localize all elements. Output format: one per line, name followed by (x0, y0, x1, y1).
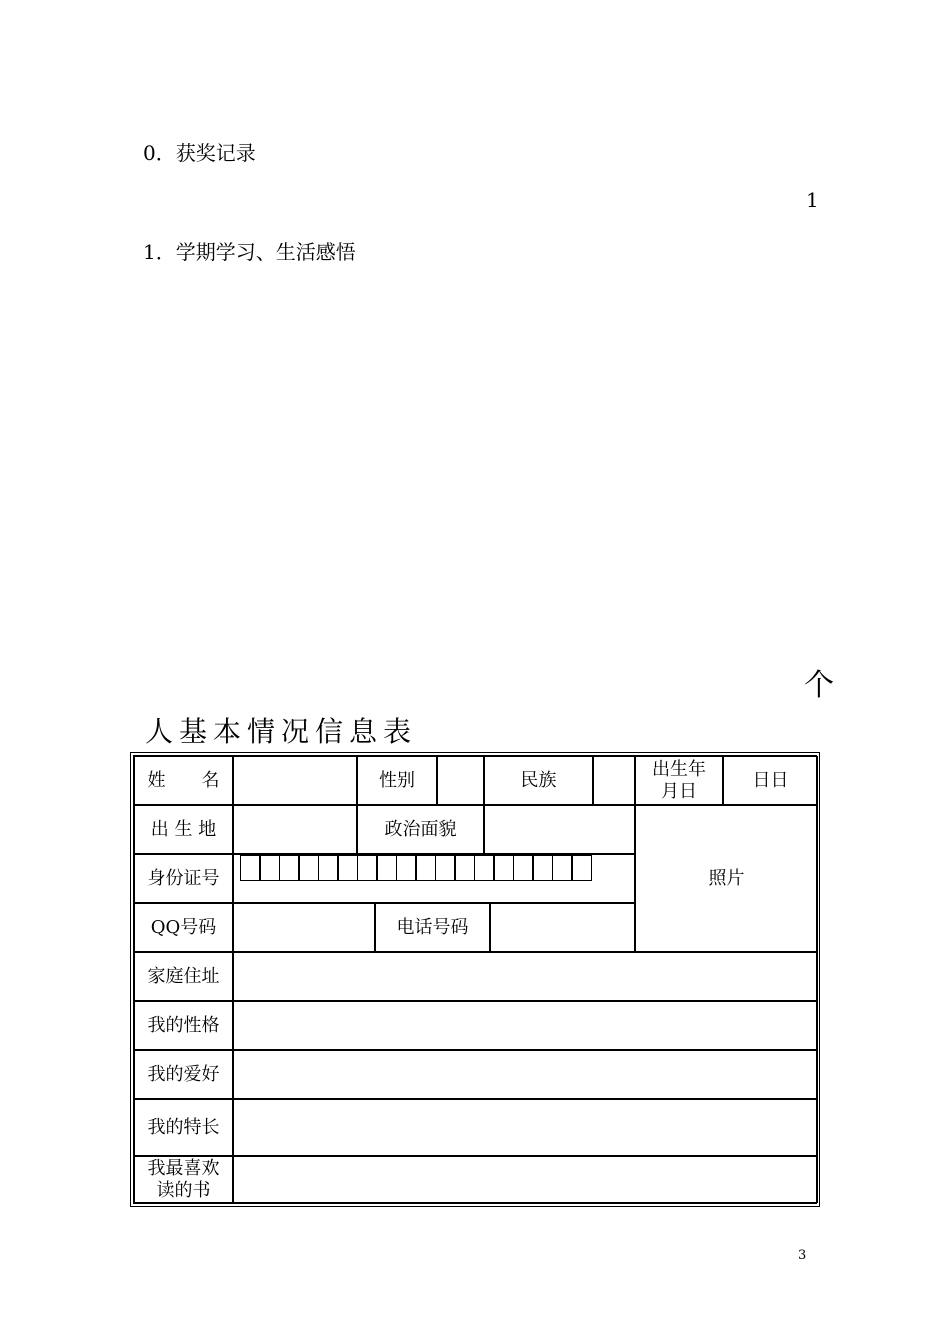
id-digit-box[interactable] (377, 855, 397, 881)
section-awards: 0．获奖记录 (143, 141, 256, 165)
form-title-first-char: 个 (804, 668, 834, 703)
form-title: 人基本情况信息表 (145, 715, 418, 748)
photo-box[interactable]: 照片 (635, 805, 818, 952)
id-digit-box[interactable] (513, 855, 533, 881)
id-digit-box[interactable] (279, 855, 299, 881)
gender-label: 性别 (357, 756, 437, 805)
specialty-field[interactable] (233, 1099, 818, 1156)
id-digit-box[interactable] (435, 855, 455, 881)
id-number-field[interactable] (233, 854, 635, 903)
id-digit-box[interactable] (357, 855, 377, 881)
id-digit-box[interactable] (338, 855, 358, 881)
personality-field[interactable] (233, 1001, 818, 1050)
birth-date-label: 出生年月日 (635, 756, 723, 805)
birthplace-label: 出 生 地 (134, 805, 233, 854)
address-field[interactable] (233, 952, 818, 1001)
id-digit-box[interactable] (455, 855, 475, 881)
id-digit-box[interactable] (318, 855, 338, 881)
id-number-label: 身份证号 (134, 854, 233, 903)
birth-date-field[interactable]: 日日 (723, 756, 818, 805)
id-digit-box[interactable] (572, 855, 592, 881)
id-digit-box[interactable] (240, 855, 260, 881)
id-digit-box[interactable] (299, 855, 319, 881)
name-field[interactable] (233, 756, 357, 805)
id-digit-box[interactable] (396, 855, 416, 881)
id-digit-box[interactable] (494, 855, 514, 881)
id-digit-box[interactable] (474, 855, 494, 881)
id-digit-box[interactable] (552, 855, 572, 881)
ethnicity-label: 民族 (484, 756, 593, 805)
id-digit-box[interactable] (260, 855, 280, 881)
hobbies-label: 我的爱好 (134, 1050, 233, 1099)
address-label: 家庭住址 (134, 952, 233, 1001)
id-digit-box[interactable] (416, 855, 436, 881)
political-status-label: 政治面貌 (357, 805, 484, 854)
page-number: 3 (798, 1248, 807, 1263)
favorite-book-label: 我最喜欢读的书 (134, 1156, 233, 1203)
phone-field[interactable] (490, 903, 635, 952)
id-digit-box[interactable] (533, 855, 553, 881)
id-digit-boxes[interactable] (240, 855, 600, 881)
qq-label: QQ号码 (134, 903, 233, 952)
name-label: 姓 名 (134, 756, 233, 805)
personality-label: 我的性格 (134, 1001, 233, 1050)
favorite-book-field[interactable] (233, 1156, 818, 1203)
personal-info-form (130, 752, 820, 1207)
number-marker: 1 (806, 188, 819, 212)
specialty-label: 我的特长 (134, 1099, 233, 1156)
gender-field[interactable] (437, 756, 484, 805)
ethnicity-field[interactable] (593, 756, 635, 805)
birthplace-field[interactable] (233, 805, 357, 854)
qq-field[interactable] (233, 903, 375, 952)
hobbies-field[interactable] (233, 1050, 818, 1099)
phone-label: 电话号码 (375, 903, 490, 952)
section-reflection: 1．学期学习、生活感悟 (143, 240, 356, 264)
political-status-field[interactable] (484, 805, 635, 854)
